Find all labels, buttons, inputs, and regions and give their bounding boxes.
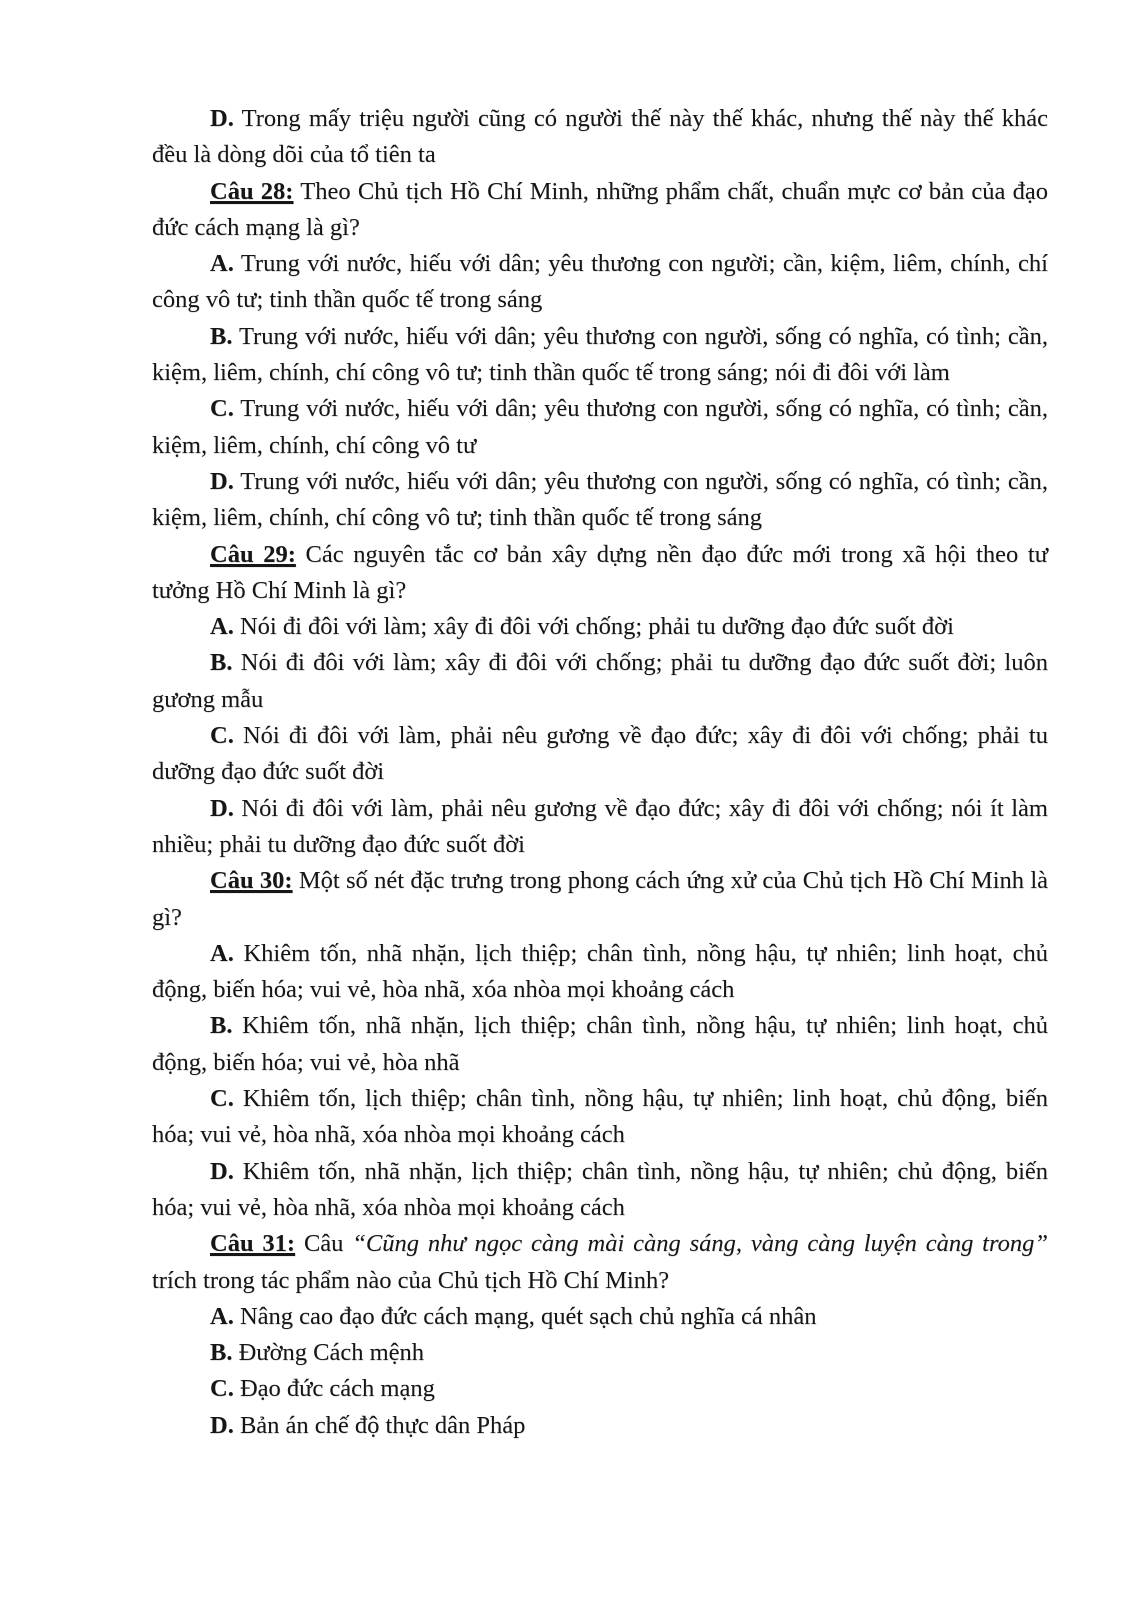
option-letter: B. [210,1012,233,1040]
option-letter: D. [210,794,234,822]
option-text: Trung với nước, hiếu với dân; yêu thương con người, sống có nghĩa, có tình; cần, kiệm, liêm, chính, chí công vô tư [152,395,1048,459]
option-letter: D. [210,1157,234,1185]
option-text: Nâng cao đạo đức cách mạng, quét sạch chủ nghĩa cá nhân [233,1302,817,1330]
option-text: Trong mấy triệu người cũng có người thế này thế khác, nhưng thế này thế khác đều là dòng dõi của tổ tiên ta [152,105,1048,169]
option-letter: C. [210,722,234,750]
option-text: Khiêm tốn, nhã nhặn, lịch thiệp; chân tình, nồng hậu, tự nhiên; linh hoạt, chủ động, biến hóa; vui vẻ, hòa nhã, xóa nhòa mọi khoảng cách [152,939,1048,1004]
option-text: Nói đi đôi với làm; xây đi đôi với chống; phải tu dưỡng đạo đức suốt đời; luôn gương mẫu [152,649,1048,713]
question-31-option-C [152,1371,1048,1407]
question-30-option-A [152,936,1048,1009]
question-label: Câu 29: [210,540,296,568]
option-text: Trung với nước, hiếu với dân; yêu thương con người, sống có nghĩa, có tình; cần, kiệm, liêm, chính, chí công vô tư; tinh thần quốc tế trong sáng; nói đi đôi với làm [152,322,1048,387]
option-text: Khiêm tốn, nhã nhặn, lịch thiệp; chân tình, nồng hậu, tự nhiên; chủ động, biến hóa; vui vẻ, hòa nhã, xóa nhòa mọi khoảng cách [152,1157,1048,1221]
question-text: Các nguyên tắc cơ bản xây dựng nền đạo đức mới trong xã hội theo tư tưởng Hồ Chí Minh là gì? [152,540,1048,604]
question-30-option-C [152,1081,1048,1154]
question-29-option-D [152,791,1048,864]
question-29 [152,537,1048,610]
question-30-option-D [152,1154,1048,1227]
question-31-option-D [152,1408,1048,1444]
question-label: Câu 30: [210,867,293,895]
option-text: Khiêm tốn, lịch thiệp; chân tình, nồng hậu, tự nhiên; linh hoạt, chủ động, biến hóa; vui vẻ, hòa nhã, xóa nhòa mọi khoảng cách [152,1085,1048,1149]
option-text: Nói đi đôi với làm; xây đi đôi với chống; phải tu dưỡng đạo đức suốt đời [233,613,954,641]
option-letter: C. [210,1375,234,1403]
option-letter: C. [210,1085,234,1113]
question-label: Câu 28: [210,177,294,205]
question-28-option-C [152,391,1048,464]
option-letter: B. [210,1339,233,1367]
question-29-option-B [152,645,1048,718]
question-28 [152,174,1048,247]
page-content [152,101,1048,1444]
option-text: Nói đi đôi với làm, phải nêu gương về đạo đức; xây đi đôi với chống; phải tu dưỡng đạo đức suốt đời [152,722,1048,786]
question-text: Theo Chủ tịch Hồ Chí Minh, những phẩm chất, chuẩn mực cơ bản của đạo đức cách mạng là gì? [152,177,1048,241]
question-28-option-D [152,464,1048,537]
question-label: Câu 31: [210,1230,296,1258]
option-text: Đường Cách mệnh [232,1339,425,1367]
option-letter: D. [210,1411,234,1439]
question-28-option-B [152,319,1048,392]
question-31-option-A [152,1299,1048,1335]
option-letter: A. [210,939,234,967]
option-letter: B. [210,649,233,677]
question-text: Câu [295,1230,353,1258]
question-30-option-B [152,1008,1048,1081]
question-29-option-C [152,718,1048,791]
option-text: Khiêm tốn, nhã nhặn, lịch thiệp; chân tình, nồng hậu, tự nhiên; linh hoạt, chủ động, biến hóa; vui vẻ, hòa nhã [152,1012,1048,1076]
option-letter: B. [210,322,233,350]
option-letter: A. [210,613,234,641]
option-text: Trung với nước, hiếu với dân; yêu thương con người; cần, kiệm, liêm, chính, chí công vô tư; tinh thần quốc tế trong sáng [152,250,1048,314]
question-31 [152,1226,1048,1299]
question-text: Một số nét đặc trưng trong phong cách ứng xử của Chủ tịch Hồ Chí Minh là gì? [152,867,1048,931]
leading-option-D [152,101,1048,174]
question-31-option-B [152,1335,1048,1371]
question-29-option-A [152,609,1048,645]
option-text: Bản án chế độ thực dân Pháp [233,1411,526,1439]
question-text: “Cũng như ngọc càng mài càng sáng, vàng càng luyện càng trong” [352,1230,1048,1258]
option-letter: A. [210,250,234,278]
option-letter: D. [210,105,234,132]
option-letter: D. [210,467,234,495]
option-text: Trung với nước, hiếu với dân; yêu thương con người, sống có nghĩa, có tình; cần, kiệm, liêm, chính, chí công vô tư; tinh thần quốc tế trong sáng [152,467,1048,532]
option-letter: C. [210,395,234,423]
question-30 [152,863,1048,936]
option-letter: A. [210,1302,234,1330]
option-text: Đạo đức cách mạng [233,1375,435,1403]
question-text: trích trong tác phẩm nào của Chủ tịch Hồ Chí Minh? [152,1266,670,1294]
question-28-option-A [152,246,1048,319]
option-text: Nói đi đôi với làm, phải nêu gương về đạo đức; xây đi đôi với chống; nói ít làm nhiều; phải tu dưỡng đạo đức suốt đời [152,794,1048,858]
